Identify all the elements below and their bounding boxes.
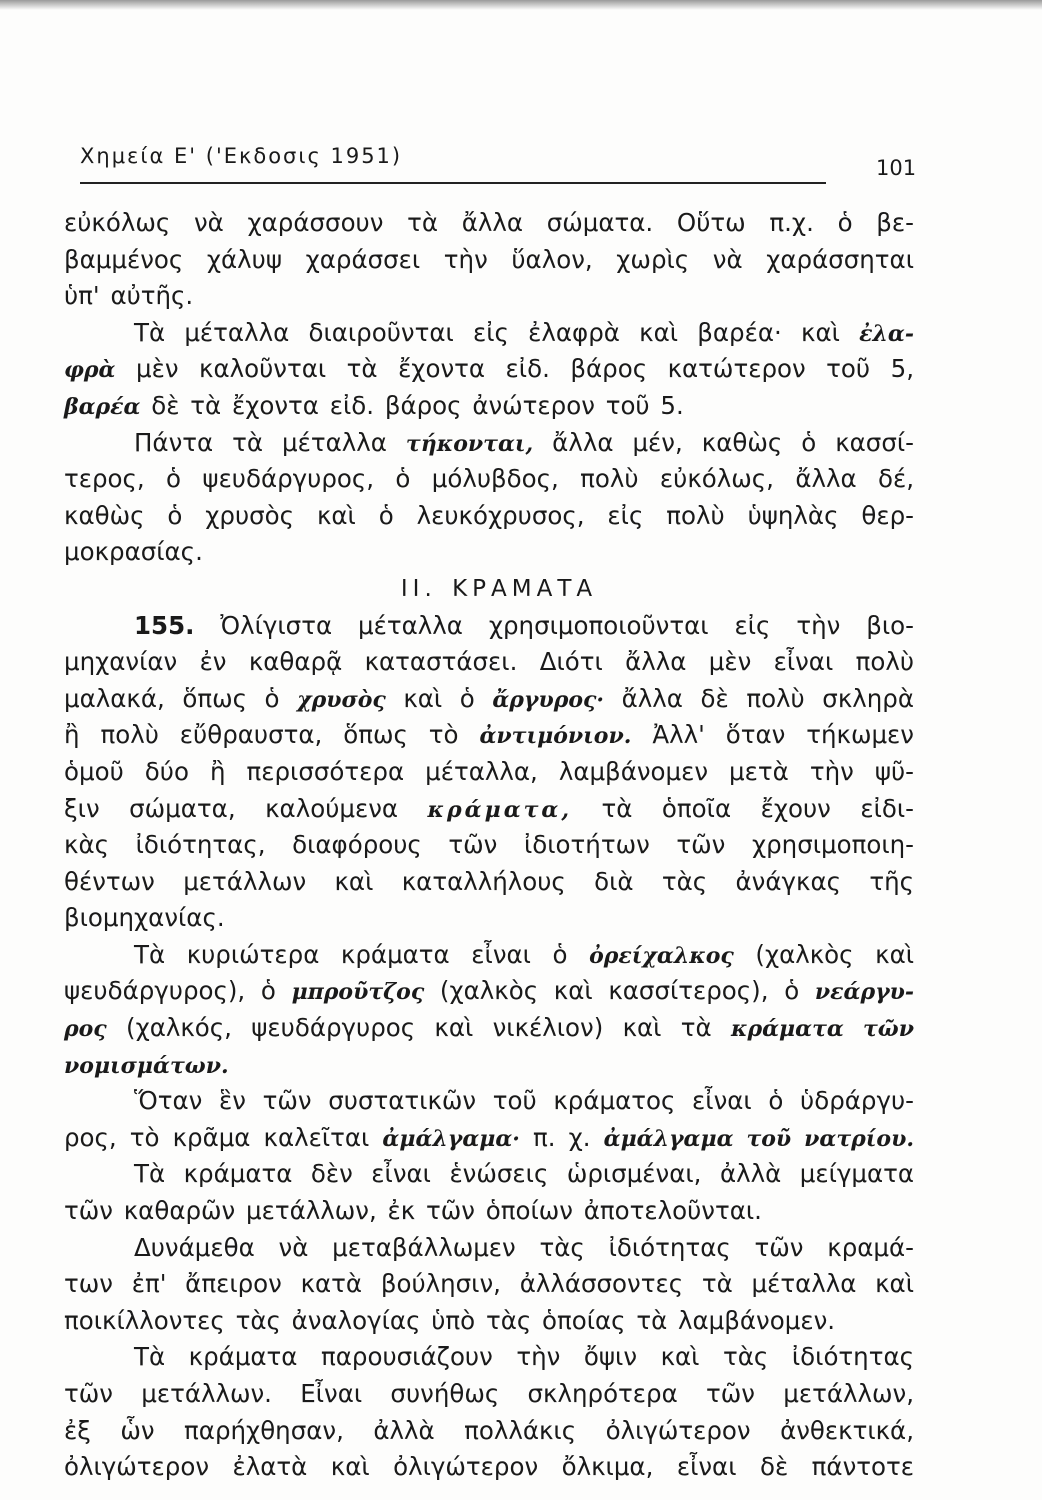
text-run: ἄλλα δὲ πολὺ σκληρὰ [604,683,915,713]
emphasis-term: ρος [64,1016,107,1043]
text-line: ἐξ ὧν παρήχθησαν, ἀλλὰ πολλάκις ὀλιγώτερον ἀνθεκτικά, [64,1415,914,1445]
emphasis-term: βαρέα [64,393,141,420]
text-line: Δυνάμεθα νὰ μεταβάλλωμεν τὰς ἰδιότητας τῶν κραμά- [134,1232,914,1262]
text-run: Ὀλίγιστα μέταλλα χρησιμοποιοῦνται εἰς τὴν βιο- [194,610,914,640]
emphasis-term: ἀμάλγαμα· [382,1125,520,1152]
text-line: εὐκόλως νὰ χαράσσουν τὰ ἄλλα σώματα. Οὕτω π.χ. ὁ βε- [64,208,914,237]
emphasis-term: κράματα τῶν [730,1016,914,1043]
emphasis-term: τήκονται, [405,430,534,457]
text-run: Τὰ κυριώτερα κράματα εἶναι ὁ [134,939,590,969]
text-line: βαμμένος χάλυψ χαράσσει τὴν ὕαλον, χωρὶς νὰ χαράσσηται [64,244,914,274]
text-line: τερος, ὁ ψευδάργυρος, ὁ μόλυβδος, πολὺ εὐκόλως, ἄλλα δέ, [64,464,914,494]
text-line: Τὰ κράματα παρουσιάζουν τὴν ὄψιν καὶ τὰς ἰδιότητας [134,1342,914,1372]
emphasis-term: μπροῦτζος [291,979,425,1006]
text-run: δὲ τὰ ἔχοντα εἰδ. βάρος ἀνώτερον τοῦ 5. [140,390,684,420]
section-number: 155. [134,610,195,640]
text-line: καθὼς ὁ χρυσὸς καὶ ὁ λευκόχρυσος, εἰς πολὺ ὑψηλὰς θερ- [64,500,914,530]
emphasis-term: χρυσὸς [297,686,386,713]
text-line: βιομηχανίας. [64,903,225,933]
section-heading: ΙΙ. ΚΡΑΜΑΤΑ [400,575,598,602]
text-line: τῶν καθαρῶν μετάλλων, ἐκ τῶν ὁποίων ἀποτελοῦνται. [64,1196,762,1226]
text-run: Τὰ μέταλλα διαιροῦνται εἰς ἐλαφρὰ καὶ βαρέα· καὶ [134,317,860,347]
text-line [64,1047,914,1084]
text-run: (χαλκός, ψευδάργυρος καὶ νικέλιον) καὶ τὰ [106,1013,731,1043]
text-run: (χαλκὸς καὶ [733,939,915,969]
running-head: Χημεία Ε' ('Εκδοσις 1951) [80,144,403,168]
text-line: των ἐπ' ἄπειρον κατὰ βούλησιν, ἀλλάσσοντες τὰ μέταλλα καὶ [64,1269,914,1299]
text-line: ὀλιγώτερον ἐλατὰ καὶ ὀλιγώτερον ὄλκιμα, εἶναι δὲ πάντοτε [64,1452,914,1482]
emphasis-term: ἀμάλγαμα τοῦ νατρίου. [603,1125,914,1152]
text-line [64,1010,914,1047]
body-text [64,205,914,1486]
page-number: 101 [876,156,917,180]
text-line: ποικίλλοντες τὰς ἀναλογίας ὑπὸ τὰς ὁποίας τὰ λαμβάνομεν. [64,1305,836,1335]
text-line: κὰς ἰδιότητας, διαφόρους τῶν ἰδιοτήτων τῶν χρησιμοποιη- [64,830,914,860]
text-run: Ἀλλ' ὅταν τήκωμεν [631,720,914,750]
text-line [64,315,914,352]
text-run: μὲν καλοῦνται τὰ ἔχοντα εἰδ. βάρος κατώτερον τοῦ 5, [115,354,914,384]
text-run: καὶ ὁ [385,683,493,713]
emphasis-term: κράματα, [427,796,573,823]
text-line: μηχανίαν ἐν καθαρᾷ καταστάσει. Διότι ἄλλα μὲν εἶναι πολὺ [64,647,914,677]
text-run: (χαλκὸς καὶ κασσίτερος), ὁ [424,976,815,1006]
emphasis-term: νομισμάτων. [64,1052,229,1079]
text-run: ρος, τὸ κρᾶμα καλεῖται [64,1122,383,1152]
text-line: ὁμοῦ δύο ἢ περισσότερα μέταλλα, λαμβάνομεν μετὰ τὴν ψῦ- [64,756,914,786]
text-line: ὑπ' αὐτῆς. [64,281,194,311]
text-line [64,388,914,425]
text-run: ψευδάργυρος), ὁ [64,976,292,1006]
text-run: μαλακά, ὅπως ὁ [64,683,298,713]
text-line [64,608,914,645]
text-line: τῶν μετάλλων. Εἶναι συνήθως σκληρότερα τῶν μετάλλων, [64,1379,914,1408]
text-line [64,717,914,754]
text-line [64,681,914,718]
text-run: ξιν σώματα, καλούμενα [64,793,428,823]
emphasis-term: ἐλα- [859,320,914,347]
text-line [64,973,914,1010]
emphasis-term: ὀρείχαλκος [589,942,734,969]
text-run: ἢ πολὺ εὔθραυστα, ὅπως τὸ [64,720,480,750]
emphasis-term: ἄργυρος· [492,686,605,713]
text-line [64,791,914,828]
emphasis-term: νεάργυ- [814,979,914,1006]
text-line [64,425,914,462]
text-line: Τὰ κράματα δὲν εἶναι ἑνώσεις ὡρισμέναι, ἀλλὰ μείγματα [134,1159,914,1189]
page-top-edge [0,0,1042,10]
text-line: μοκρασίας. [64,537,203,567]
text-line [64,351,914,388]
text-line [64,937,914,974]
header-rule [80,182,826,184]
emphasis-term: ἀντιμόνιον. [479,723,632,750]
emphasis-term: φρὰ [64,357,116,384]
text-run: π. χ. [519,1122,604,1152]
text-line: Ὅταν ἓν τῶν συστατικῶν τοῦ κράματος εἶναι ὁ ὑδράργυ- [134,1086,914,1116]
text-run: Πάντα τὰ μέταλλα [134,427,406,457]
text-line [64,1120,914,1157]
text-run: τὰ ὁποῖα ἔχουν εἰδι- [572,793,915,823]
text-line: θέντων μετάλλων καὶ καταλλήλους διὰ τὰς ἀνάγκας τῆς [64,866,914,896]
text-run: ἄλλα μέν, καθὼς ὁ κασσί- [533,427,914,457]
